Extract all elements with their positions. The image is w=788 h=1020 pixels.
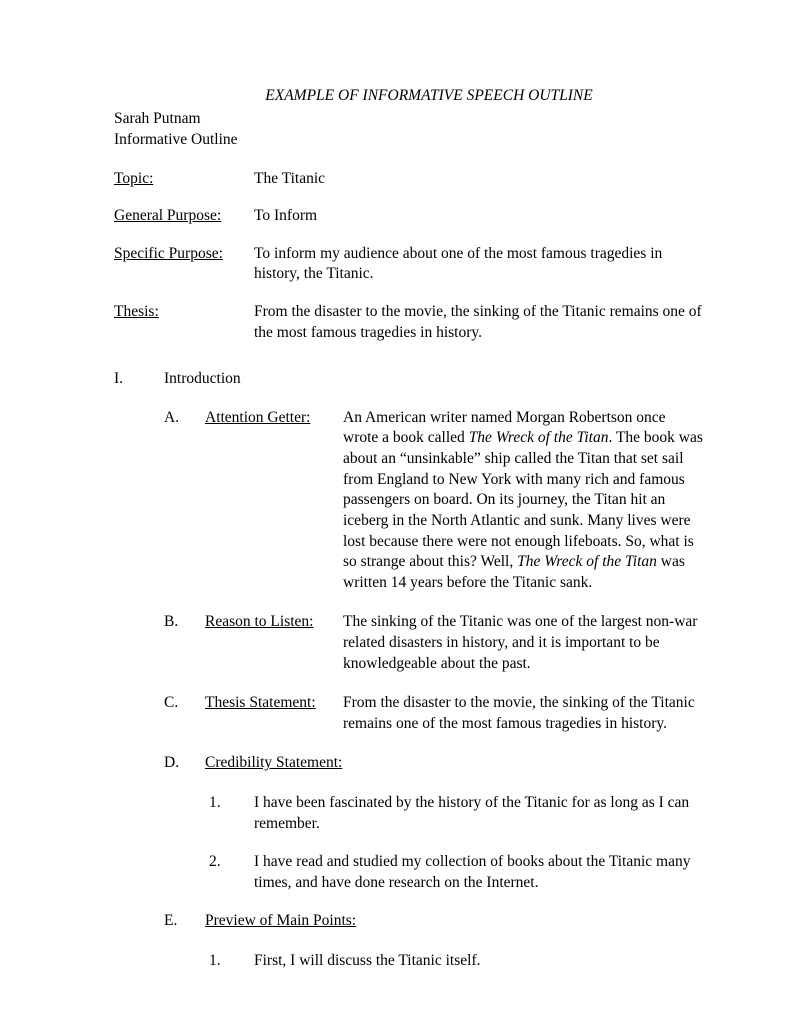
- meta-value-specific-purpose: To inform my audience about one of the most famous tragedies in history, the Titanic.: [254, 244, 663, 283]
- attention-getter-part1: An American writer named Morgan Robertson once wrote a book called: [343, 408, 666, 447]
- subitem-text-d2: I have read and studied my collection of books about the Titanic many times, and have done research on the Internet.: [254, 853, 691, 891]
- meta-label-thesis: Thesis:: [114, 303, 159, 321]
- metadata-block: [114, 169, 704, 344]
- meta-row-topic: [114, 169, 704, 190]
- meta-label-topic: Topic:: [114, 169, 154, 187]
- section-numeral: I.: [114, 370, 124, 388]
- item-text-thesis-statement: From the disaster to the movie, the sinking of the Titanic remains one of the most famous tragedies in history.: [343, 694, 695, 732]
- item-label-reason-to-listen: Reason to Listen:: [205, 613, 314, 631]
- meta-row-thesis: [114, 302, 704, 343]
- outline-item-credibility-statement: [164, 753, 704, 774]
- item-label-attention-getter: Attention Getter:: [205, 408, 311, 426]
- outline-item-preview-of-main-points: [164, 911, 704, 932]
- outline-item-reason-to-listen: [164, 612, 704, 674]
- book-title-italic-1: The Wreck of the Titan: [468, 429, 609, 447]
- outline-body: [114, 369, 704, 971]
- subitem-text-e1: First, I will discuss the Titanic itself.: [254, 952, 481, 970]
- meta-value-topic: The Titanic: [254, 169, 326, 187]
- item-letter-e: E.: [164, 912, 178, 930]
- attention-getter-part2: . The book was about an “unsinkable” ship called the Titan that set sail from England to New York with many rich and famous passengers on board. On its journey, the Titan hit an iceberg in the North Atlantic and sunk. Many lives were lost because there were not enough lifeboats. So, what is so strange about this? Well,: [343, 429, 703, 571]
- subitem-number-d2: 2.: [209, 853, 221, 871]
- meta-value-general-purpose: To Inform: [254, 207, 318, 225]
- outline-subitem-credibility-1: [209, 793, 704, 834]
- page-title: EXAMPLE OF INFORMATIVE SPEECH OUTLINE: [265, 87, 593, 104]
- subitem-text-d1: I have been fascinated by the history of the Titanic for as long as I can remember.: [254, 794, 690, 832]
- item-label-preview-of-main-points: Preview of Main Points:: [205, 912, 357, 930]
- document-subtitle: Informative Outline: [114, 130, 238, 148]
- subitem-number-e1: 1.: [209, 952, 221, 970]
- item-letter-b: B.: [164, 613, 179, 631]
- author-name: Sarah Putnam: [114, 110, 201, 128]
- meta-row-general-purpose: [114, 206, 704, 227]
- item-letter-a: A.: [164, 408, 180, 426]
- attention-getter-part3: was written 14 years before the Titanic sank.: [343, 553, 685, 591]
- item-text-attention-getter: [343, 408, 703, 593]
- item-label-credibility-statement: Credibility Statement:: [205, 754, 343, 772]
- outline-item-attention-getter: [164, 408, 704, 593]
- outline-subitem-credibility-2: [209, 852, 704, 893]
- meta-label-specific-purpose: Specific Purpose:: [114, 244, 223, 262]
- item-text-reason-to-listen: The sinking of the Titanic was one of the largest non-war related disasters in history, and it is important to be knowledgeable about the past.: [343, 613, 698, 672]
- meta-row-specific-purpose: [114, 244, 704, 285]
- outline-item-thesis-statement: [164, 693, 704, 734]
- item-letter-c: C.: [164, 694, 179, 712]
- outline-subitem-preview-1: [209, 951, 704, 972]
- item-label-thesis-statement: Thesis Statement:: [205, 694, 316, 712]
- outline-section-introduction: [114, 369, 704, 390]
- item-letter-d: D.: [164, 754, 180, 772]
- meta-value-thesis: From the disaster to the movie, the sinking of the Titanic remains one of the most famous tragedies in history.: [254, 303, 702, 341]
- meta-label-general-purpose: General Purpose:: [114, 207, 222, 225]
- section-heading: Introduction: [164, 370, 241, 388]
- book-title-italic-2: The Wreck of the Titan: [517, 553, 657, 571]
- subitem-number-d1: 1.: [209, 794, 221, 811]
